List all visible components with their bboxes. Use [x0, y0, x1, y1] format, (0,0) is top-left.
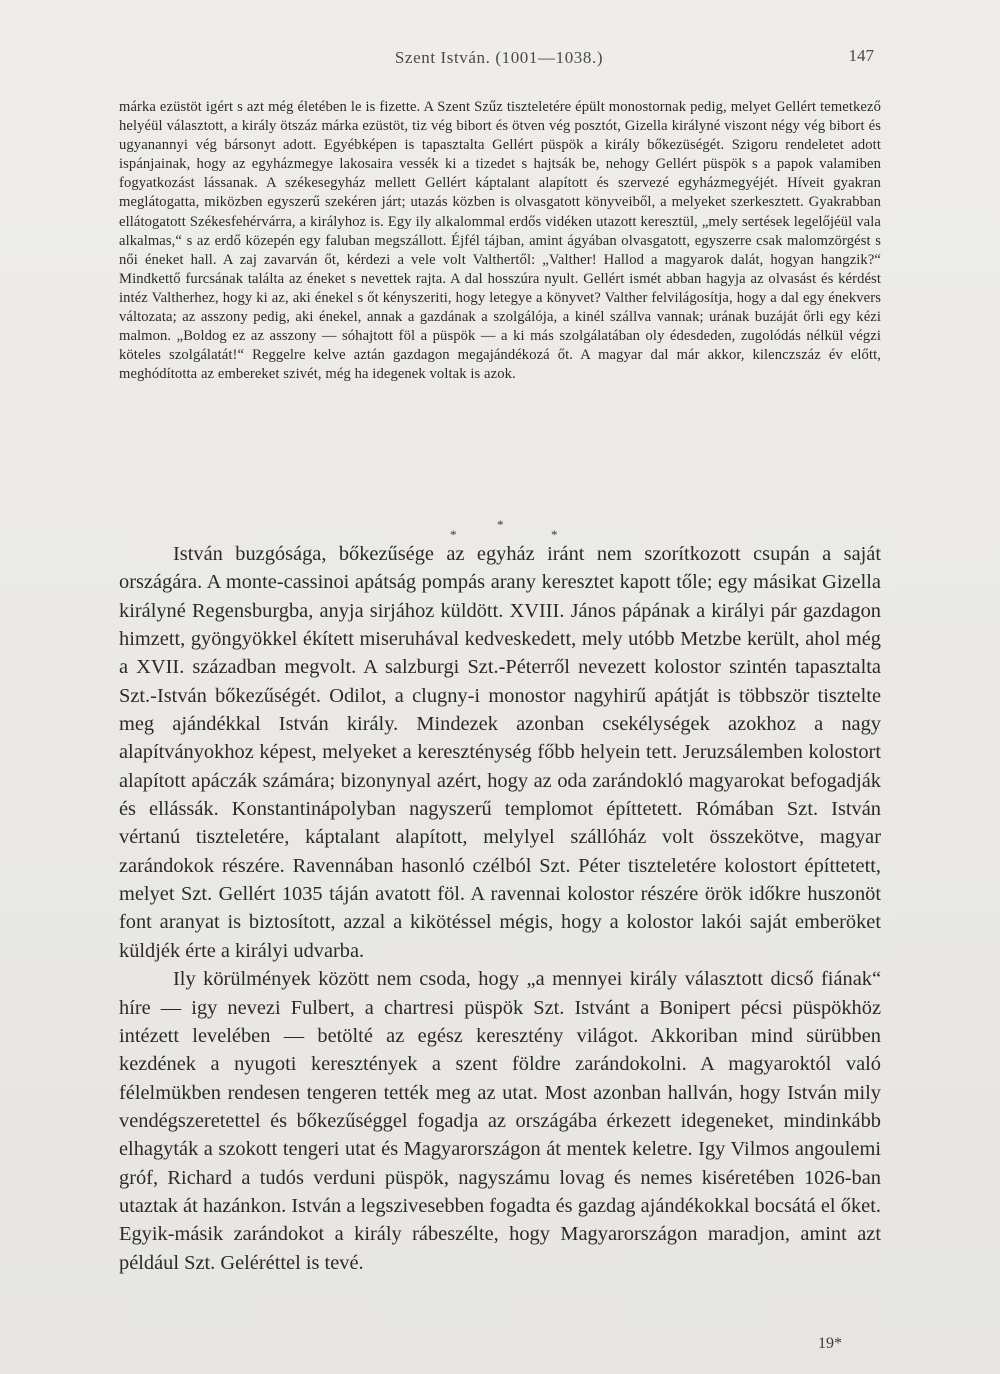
main-paragraph: István buzgósága, bőkezűsége az egyház iránt nem szorítkozott csupán a saját országára. A monte-cassinoi apátság pompás arany keresztet kapott tőle; egy másikat Gizella királyné Regensburgba, anyja sirjához küldött. XVIII. János pápának a királyi pár gazdagon himzett, gyöngyökkel ékített miseruhával kedveskedett, mely utóbb Metzbe került, ahol még a XVII. században megvolt. A salzburgi Szt.-Péterről nevezett kolostor szintén tapasztalta Szt.-István bőkezűségét. Odilot, a clugny-i monostor nagyhirű apátját is többször tisztelte meg ajándékkal István király. Mindezek azonban csekélységek azokhoz a nagy alapítványokhoz képest, melyeket a kereszténység főbb helyein tett. Jeruzsálemben kolostort alapított apáczák számára; bizonynyal azért, hogy az oda zarándokló magyarokat befogadják és ellássák. Konstantinápolyban nagyszerű templomot építtetett. Rómában Szt. István vértanú tiszteletére, káptalant alapított, melylyel szállóház volt összekötve, magyar zarándokok részére. Ravennában hasonló czélból Szt. Péter tiszteletére kolostort építtetett, melyet Szt. Gellért 1035 táján avatott föl. A ravennai kolostor részére örök időkre huszonöt font aranyat is biztosított, azzal a kikötéssel mégis, hogy a kolostor lakói saját emberöket küldjék érte a királyi udvarba. [119, 543, 881, 962]
running-title: Szent István. (1001—1038.) [394, 48, 604, 67]
separator-star: * [497, 517, 504, 532]
main-paragraph: Ily körülmények között nem csoda, hogy „a mennyei király választott dicső fiának“ híre — igy nevezi Fulbert, a chartresi püspök Szt. Istvánt a Bonipert pécsi püspökhöz intézett levelében — betölté az egész keresztény világot. Akkoriban mind sürübben kezdének a nyugoti keresztények a szent földre zarándokolni. A magyaroktól való félelmükben rendesen tengeren tették meg az utat. Most azonban hallván, hogy István mily vendégszeretettel és bőkezűséggel fogadja az országába érkezett idegeneket, mindinkább elhagyták a szokott tengeri utat és Magyarországon át mentek keletre. Igy Vilmos angoulemi gróf, Richard a tudós verduni püspök, nagyszámu lovag és nemes kiséretében 1026-ban utaztak át hazánkon. István a legszivesebben fogadta és gazdag ajándékokkal bocsátá el őket. Egyik-másik zarándokot a király rábeszélte, hogy Magyarországon maradjon, amint azt például Szt. Geléréttel is tevé. [119, 968, 881, 1274]
printer-signature: 19* [818, 1335, 842, 1352]
section-separator [0, 515, 1000, 542]
separator-star: * [551, 527, 558, 542]
page-number: 147 [848, 46, 874, 65]
main-text-section [119, 540, 881, 1277]
small-print-paragraph: márka ezüstöt igért s azt még életében le is fizette. A Szent Szűz tiszteletére épült monostornak pedig, melyet Gellért temetkező helyéül választott, a király ötszáz márka ezüstöt, tiz vég bibort és ötven vég posztót, Gizella királyné viszont négy vég bibort és ugyanannyi vég bársonyt adott. Egyébképen is tapasztalta Gellért püspök a király bőkezüségét. Szigoru rendeletet adott ispánjainak, hogy az egyházmegye lakosaira vessék ki a tizedet s hajtsák be, nehogy Gellért püspök s a papok valamiben fogyatkozást lássanak. A székesegyház mellett Gellért káptalant alapított és szervezé egyházmegyéjét. Híveit gyakran meglátogatta, miközben egyszerű szekéren járt; utazás közben is olvasgatott könyveiből, a melyeket szerkesztett. Gyakrabban ellátogatott Székesfehérvárra, a királyhoz is. Egy ily alkalommal erdős vidéken utazott keresztül, „mely sertések legelőjéül vala alkalmas,“ s az erdő közepén egy faluban megszállott. Éjfél tájban, amint ágyában olvasgatott, egyszerre csak malomzörgést s női éneket hall. A zaj zavarván őt, kérdezi a vele volt Valthertől: „Valther! Hallod a magyarok dalát, hogyan hangzik?“ Mindkettő furcsának találta az éneket s nevettek rajta. A dal hosszúra nyult. Gellért ismét abban hagyja az olvasást és kérdést intéz Valtherhez, hogy ki az, aki énekel s őt kényszeriti, hogy letegye a könyvet? Valther felvilágosítja, hogy a dal egy énekvers változata; az asszony pedig, aki énekel, annak a gazdának a szolgálója, a kinél szállva vannak; urának buzáját őrli egy kézi malmon. „Boldog ez az asszony — sóhajtott föl a püspök — a ki más szolgálatában oly édesdeden, zugolódás nélkül végzi köteles szolgálatát!“ Reggelre kelve aztán gazdagon megajándékozá őt. A magyar dal már akkor, kilenczszáz év előtt, meghódította az embereket szivét, még ha idegenek voltak is azok. [119, 99, 881, 383]
separator-star: * [450, 527, 457, 542]
small-print-section [119, 98, 881, 384]
page-header [118, 44, 880, 74]
